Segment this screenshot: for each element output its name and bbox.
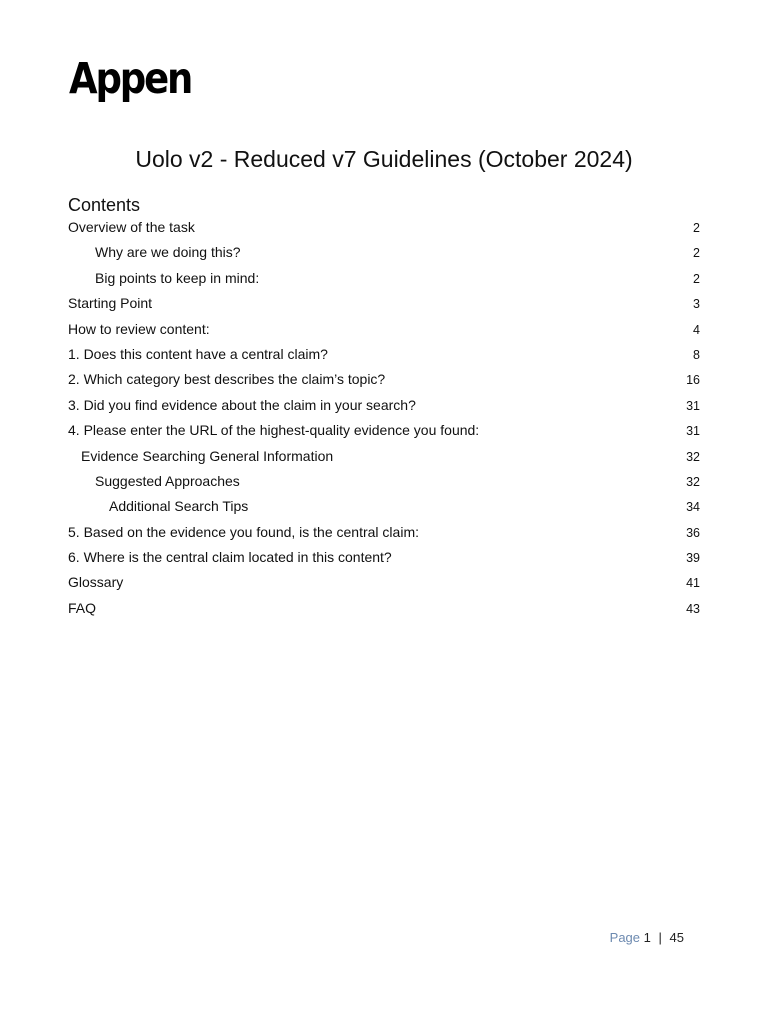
toc-entry[interactable] <box>68 291 700 316</box>
toc-entry[interactable] <box>68 444 700 469</box>
toc-entry-page-number[interactable]: 31 <box>686 424 700 439</box>
toc-entry-label[interactable]: FAQ <box>68 599 97 616</box>
toc-entry-page-number[interactable]: 39 <box>686 551 700 566</box>
toc-entry[interactable] <box>68 240 700 265</box>
toc-entry-page-number[interactable]: 3 <box>693 297 700 312</box>
toc-entry-page-number[interactable]: 31 <box>686 398 700 413</box>
toc-entry-label[interactable]: Starting Point <box>68 295 153 312</box>
current-page-number: 1 <box>643 930 651 945</box>
toc-entry-label[interactable]: Suggested Approaches <box>95 472 240 489</box>
toc-entry[interactable] <box>68 494 700 519</box>
page-separator: | <box>658 930 662 945</box>
toc-entry[interactable] <box>68 266 700 291</box>
toc-entry-page-number[interactable]: 41 <box>686 576 700 591</box>
toc-entry-label[interactable]: 6. Where is the central claim located in this content? <box>68 549 392 566</box>
toc-entry[interactable] <box>68 317 700 342</box>
toc-entry-page-number[interactable]: 8 <box>693 347 700 362</box>
toc-entry[interactable] <box>68 418 700 443</box>
toc-entry-label[interactable]: Why are we doing this? <box>95 244 241 261</box>
page-word: Page <box>609 930 641 945</box>
toc-entry-label[interactable]: 1. Does this content have a central claim? <box>68 345 328 362</box>
toc-entry[interactable] <box>68 393 700 418</box>
toc-entry[interactable] <box>68 570 700 595</box>
toc-entry-label[interactable]: Big points to keep in mind: <box>95 269 260 286</box>
toc-entry-label[interactable]: 3. Did you find evidence about the claim in your search? <box>68 396 416 413</box>
toc-entry-page-number[interactable]: 16 <box>686 373 700 388</box>
toc-entry-page-number[interactable]: 2 <box>693 221 700 235</box>
toc-entry-label[interactable]: Overview of the task <box>68 219 195 235</box>
toc-entry[interactable] <box>68 596 700 621</box>
page-footer <box>610 929 684 947</box>
toc-entry-page-number[interactable]: 43 <box>686 601 700 616</box>
toc-entry-page-number[interactable]: 2 <box>693 271 700 286</box>
document-title: Uolo v2 - Reduced v7 Guidelines (October 2024) <box>135 146 633 172</box>
toc-entry-label[interactable]: 2. Which category best describes the claim’s topic? <box>68 371 386 388</box>
toc-entry-label[interactable]: 5. Based on the evidence you found, is the central claim: <box>68 523 419 540</box>
toc-entry-page-number[interactable]: 2 <box>693 246 700 261</box>
total-pages: 45 <box>669 930 684 945</box>
toc-entry-page-number[interactable]: 32 <box>686 449 700 464</box>
toc-entry-page-number[interactable]: 4 <box>693 322 700 337</box>
toc-entry-label[interactable]: Additional Search Tips <box>109 498 249 515</box>
toc-entry-label[interactable]: How to review content: <box>68 320 210 337</box>
appen-logo: Appen <box>69 54 192 104</box>
toc-entry[interactable] <box>68 367 700 392</box>
toc-entry[interactable] <box>68 342 700 367</box>
toc-entry-label[interactable]: Glossary <box>68 574 124 591</box>
table-of-contents <box>68 215 700 621</box>
toc-entry[interactable] <box>68 469 700 494</box>
toc-entry-label[interactable]: Evidence Searching General Information <box>81 447 334 464</box>
toc-entry-label[interactable]: 4. Please enter the URL of the highest-quality evidence you found: <box>68 422 480 439</box>
toc-entry-page-number[interactable]: 32 <box>686 474 700 489</box>
toc-entry-page-number[interactable]: 34 <box>686 500 700 515</box>
toc-entry[interactable] <box>68 545 700 570</box>
contents-heading: Contents <box>68 195 141 215</box>
toc-entry-page-number[interactable]: 36 <box>686 525 700 540</box>
toc-entry[interactable] <box>68 215 700 240</box>
toc-entry[interactable] <box>68 520 700 545</box>
